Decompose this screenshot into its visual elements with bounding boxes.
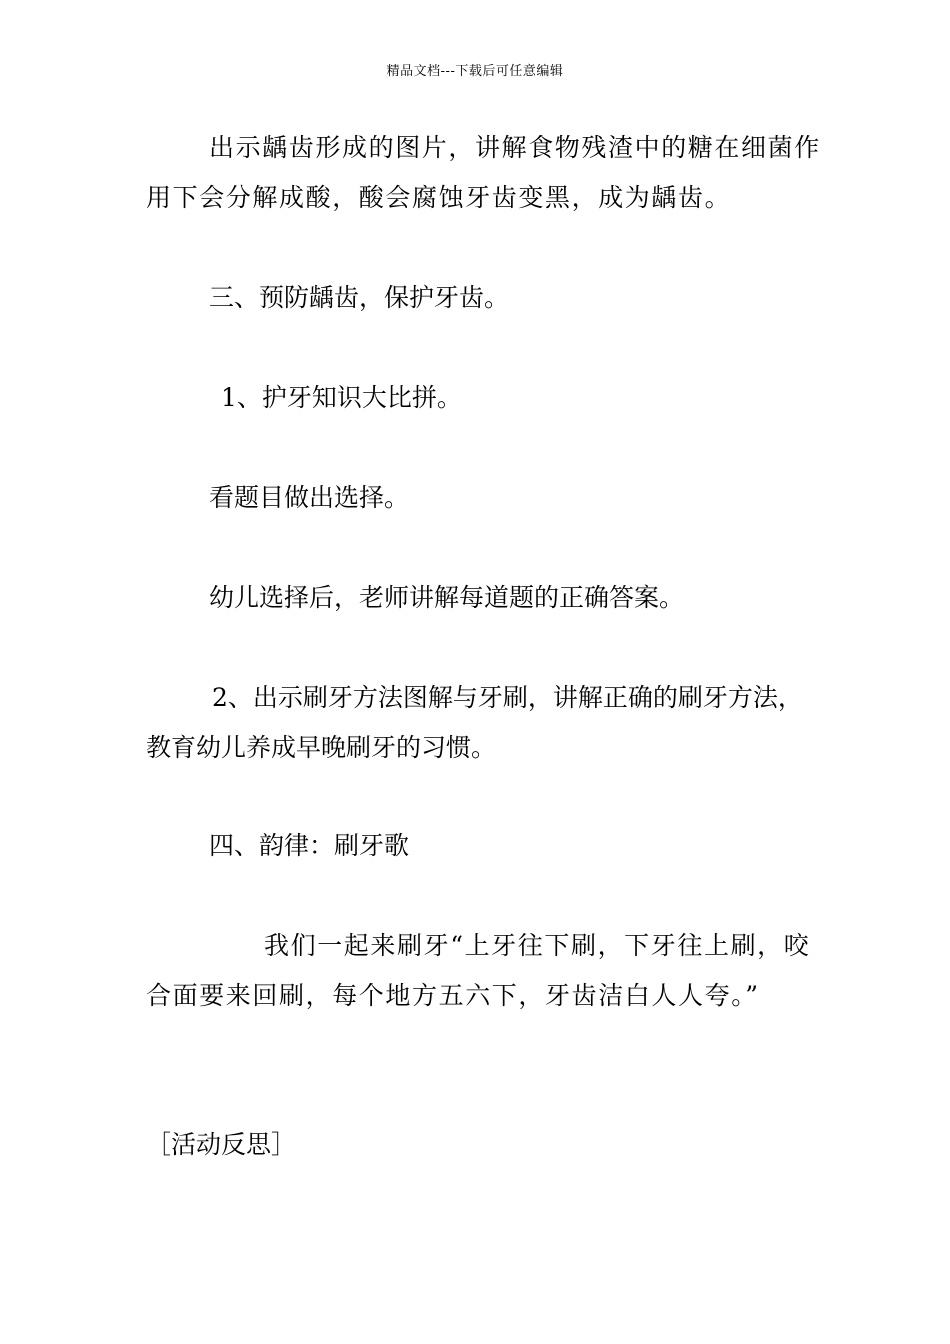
paragraph-caries-line-1: 出示龋齿形成的图片，讲解食物残渣中的糖在细菌作 bbox=[209, 133, 821, 162]
song-lyrics-line-1: 我们一起来刷牙“上牙往下刷，下牙往上刷，咬 bbox=[264, 931, 811, 960]
section-heading-prevent-caries: 三、预防龋齿，保护牙齿。 bbox=[209, 283, 510, 312]
paragraph-teacher-explains: 幼儿选择后，老师讲解每道题的正确答案。 bbox=[209, 583, 685, 612]
section-heading-reflection: ［活动反思］ bbox=[146, 1130, 297, 1159]
paragraph-choose-answer: 看题目做出选择。 bbox=[209, 483, 410, 512]
song-lyrics-line-2: 合面要来回刷，每个地方五六下，牙齿洁白人人夸。” bbox=[146, 981, 760, 1010]
section-heading-brushing-song: 四、韵律：刷牙歌 bbox=[209, 831, 410, 860]
item-brushing-method-line-1: 2、出示刷牙方法图解与牙刷，讲解正确的刷牙方法， bbox=[212, 683, 803, 712]
paragraph-caries-line-2: 用下会分解成酸，酸会腐蚀牙齿变黑，成为龋齿。 bbox=[146, 183, 732, 212]
page-header: 精品文档---下载后可任意编辑 bbox=[386, 64, 564, 79]
item-tooth-knowledge-contest: 1、护牙知识大比拼。 bbox=[221, 383, 462, 412]
item-brushing-method-line-2: 教育幼儿养成早晚刷牙的习惯。 bbox=[146, 733, 497, 762]
